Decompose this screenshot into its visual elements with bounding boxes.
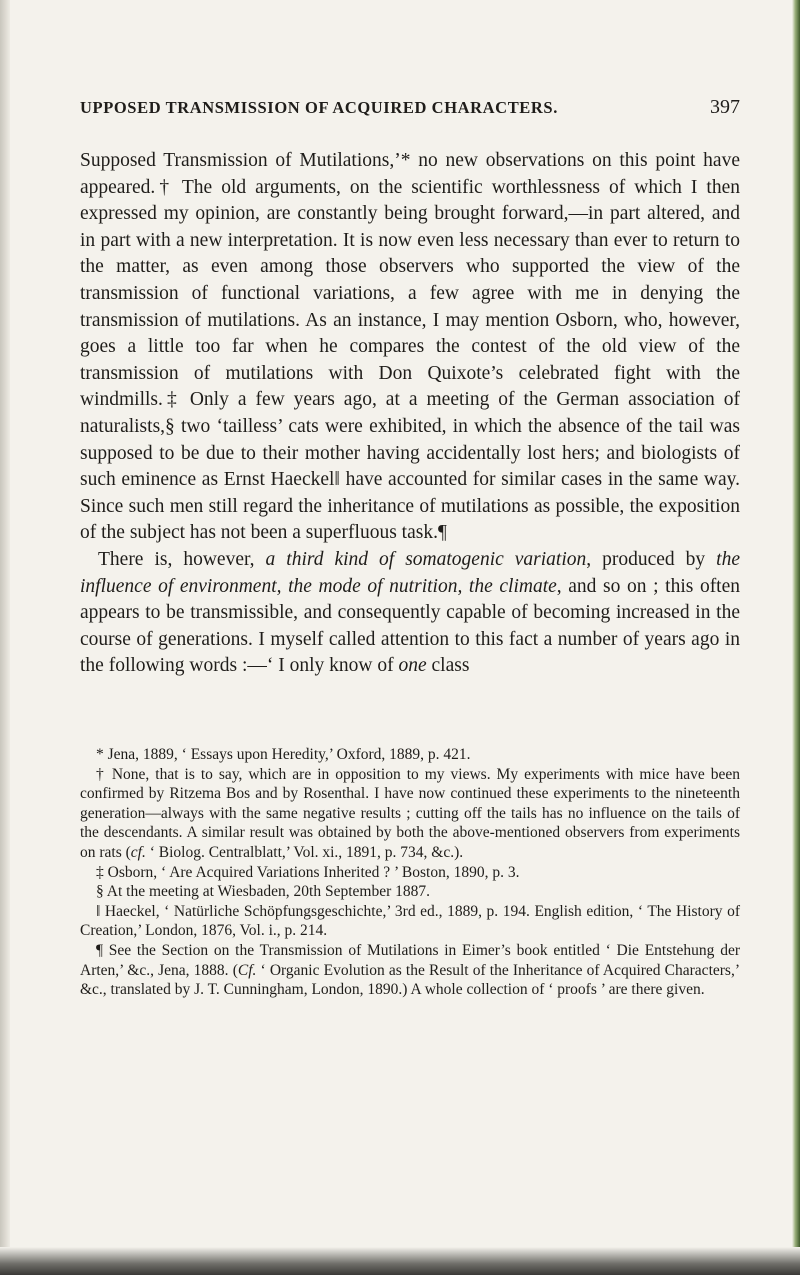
- footnotes: [80, 745, 740, 1000]
- footnote-6: ¶ See the Section on the Transmission of Mutilations in Eimer’s book entitled ‘ Die Entstehung der Arten,’ &c., Jena, 1888. (Cf. ‘ Organic Evolution as the Result of the Inheritance of Acquired Characters,’ &c., translated by J. T. Cunningham, London, 1890.) A whole collection of ‘ proofs ’ are there given.: [80, 941, 740, 999]
- italic-phrase: the influence of environment, the mode of nutrition, the climate: [80, 548, 740, 597]
- italic-word: one: [398, 655, 427, 677]
- footnote-3: ‡ Osborn, ‘ Are Acquired Variations Inherited ? ’ Boston, 1890, p. 3.: [96, 863, 520, 881]
- page-header: [80, 98, 740, 124]
- page-binding-edge: [0, 0, 10, 1275]
- italic-phrase: a third kind of somatogenic variation: [265, 548, 587, 570]
- main-text: [80, 148, 740, 680]
- paragraph-1: Supposed Transmission of Mutilations,’* no new observations on this point have appeared.† The old arguments, on the scientific worthlessness of which I then expressed my opinion, are constantly being brought forward,—in part altered, and in part with a new interpretation. It is now even less necessary than ever to return to the matter, as even among those observers who supported the view of the transmission of functional variations, a few agree with me in denying the transmission of mutilations. As an instance, I may mention Osborn, who, however, goes a little too far when he compares the contest of the old view of the transmission of mutilations with Don Quixote’s celebrated fight with the windmills.‡ Only a few years ago, at a meeting of the German association of naturalists,§ two ‘tailless’ cats were exhibited, in which the absence of the tail was supposed to be due to their mother having accidentally lost hers; and biologists of such eminence as Ernst Haeckel‖ have accounted for similar cases in the same way. Since such men still regard the inheritance of mutilations as possible, the exposition of the subject has not been a superfluous task.¶: [80, 150, 740, 544]
- scan-bottom-edge: [0, 1247, 800, 1275]
- footnote-2: † None, that is to say, which are in opposition to my views. My experiments with mice have been confirmed by Ritzema Bos and by Rosenthal. I have now continued these experiments to the nineteenth generation—always with the same negative results ; cutting off the tails has no influence on the tails of the descendants. A similar result was obtained by both the above-mentioned observers from experiments on rats (cf. ‘ Biolog. Centralblatt,’ Vol. xi., 1891, p. 734, &c.).: [80, 765, 740, 861]
- page-right-edge: [792, 0, 800, 1275]
- paragraph-2: There is, however, a third kind of somatogenic variation, produced by the influence of environment, the mode of nutrition, the climate, and so on ; this often appears to be transmissible, and consequently capable of becoming increased in the course of generations. I myself called attention to this fact a number of years ago in the following words :—‘ I only know of one class: [80, 548, 741, 677]
- footnote-4: § At the meeting at Wiesbaden, 20th September 1887.: [96, 883, 430, 901]
- footnote-5: ‖ Haeckel, ‘ Natürliche Schöpfungsgeschichte,’ 3rd ed., 1889, p. 194. English edition, ‘ The History of Creation,’ London, 1876, Vol. i., p. 214.: [80, 902, 740, 940]
- page-number: 397: [710, 96, 740, 118]
- footnote-1: * Jena, 1889, ‘ Essays upon Heredity,’ Oxford, 1889, p. 421.: [96, 746, 471, 763]
- running-head: UPPOSED TRANSMISSION OF ACQUIRED CHARACTERS.: [80, 98, 558, 117]
